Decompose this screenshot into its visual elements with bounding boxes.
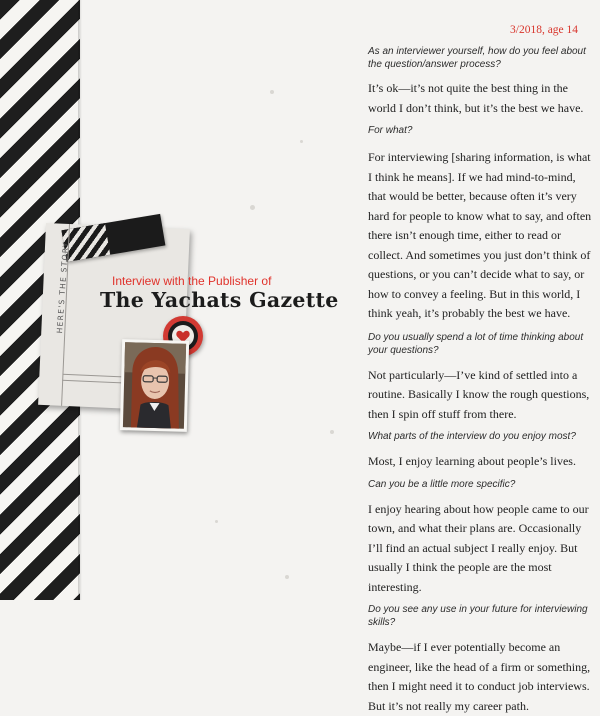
answer: Maybe—if I ever potentially become an engineer, like the head of a firm or something, then I might need it to conduct job interviews. But it’s not really my career path. <box>368 638 592 716</box>
answer: I enjoy hearing about how people came to our town, and what their plans are. Occasionally I’ll find an actual subject I really enjoy. But usually I think the people are the most interesting. <box>368 500 592 598</box>
question: For what? <box>368 124 592 137</box>
paper-speck <box>215 520 218 523</box>
paper-speck <box>270 90 274 94</box>
answer: It’s ok—it’s not quite the best thing in the world I don’t think, but it’s the best we have. <box>368 79 592 118</box>
qa-item <box>368 478 592 598</box>
question: As an interviewer yourself, how do you feel about the question/answer process? <box>368 45 592 71</box>
paper-speck <box>330 430 334 434</box>
title-kicker: Interview with the Publisher of <box>112 274 322 288</box>
interview-text <box>368 45 592 716</box>
question: What parts of the interview do you enjoy most? <box>368 430 592 443</box>
answer: Most, I enjoy learning about people’s lives. <box>368 452 592 472</box>
qa-item <box>368 331 592 425</box>
question: Do you see any use in your future for interviewing skills? <box>368 603 592 629</box>
question: Can you be a little more specific? <box>368 478 592 491</box>
answer: Not particularly—I’ve kind of settled into a routine. Basically I know the rough questions, then I spin off stuff from there. <box>368 366 592 425</box>
question: Do you usually spend a lot of time thinking about your questions? <box>368 331 592 357</box>
qa-item <box>368 45 592 118</box>
portrait-photo <box>120 339 189 432</box>
qa-item <box>368 430 592 472</box>
paper-speck <box>250 205 255 210</box>
side-label: HERE'S THE STORY <box>55 241 70 334</box>
paper-speck <box>285 575 289 579</box>
qa-item <box>368 603 592 716</box>
qa-item <box>368 124 592 324</box>
answer: For interviewing [sharing information, is what I think he means]. If we had mind-to-mind, that would be better, because often it’s very hard for people to know what to say, and often there isn’t enough time, either to read or collect. And sometimes you just don’t think of questions, or you can’t decide what to say, or how to convey a feeling. But in this world, I think yeah, it’s probably the best we have. <box>368 148 592 324</box>
paper-speck <box>300 140 303 143</box>
page-title: The Yachats Gazette <box>100 288 330 312</box>
entry-date: 3/2018, age 14 <box>510 24 578 36</box>
portrait-image <box>123 342 186 429</box>
